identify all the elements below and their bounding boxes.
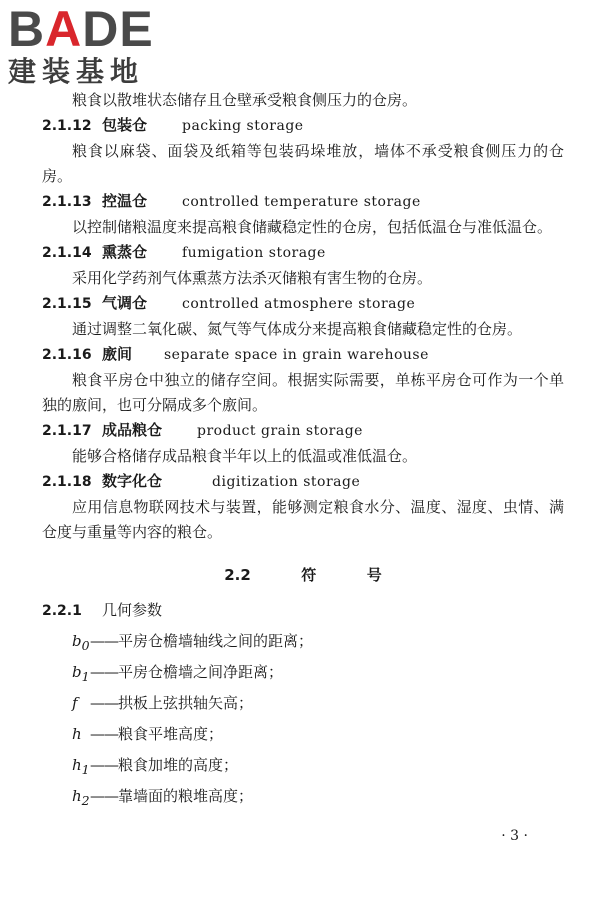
term-english: packing storage — [182, 118, 304, 134]
symbol-row — [42, 783, 564, 814]
symbol: f — [72, 694, 78, 712]
symbol-dash: —— — [90, 694, 118, 712]
term-definition: 能够合格储存成品粮食半年以上的低温或准低温仓。 — [72, 447, 418, 465]
symbol: $b_0$ — [72, 632, 90, 653]
term-number: 2.1.18 — [42, 474, 92, 490]
page-content — [42, 88, 564, 814]
symbol-description: 拱板上弦拱轴矢高； — [118, 694, 254, 712]
logo-wordmark: BADE — [8, 1, 154, 57]
term-definition: 粮食以麻袋、面袋及纸箱等包装码垛堆放，墙体不承受粮食侧压力的仓房。 — [42, 142, 564, 185]
symbol: $h_1$ — [72, 756, 90, 777]
term-chinese: 成品粮仓 — [102, 421, 163, 439]
term-definition: 粮食平房仓中独立的储存空间。根据实际需要，单栋平房仓可作为一个单独的廒间，也可分隔成多个廒间。 — [42, 371, 564, 414]
term-heading — [42, 189, 564, 215]
symbol-description: 平房仓檐墙轴线之间的距离； — [118, 632, 314, 650]
symbol-dash: —— — [90, 787, 118, 805]
symbol-dash: —— — [90, 725, 118, 743]
term-english: product grain storage — [197, 423, 363, 439]
term-number: 2.1.16 — [42, 347, 92, 363]
term-number: 2.1.15 — [42, 296, 92, 312]
term-heading — [42, 291, 564, 317]
logo — [8, 1, 178, 88]
term-english: separate space in grain warehouse — [164, 347, 429, 363]
symbol-row — [42, 752, 564, 783]
term-number: 2.1.14 — [42, 245, 92, 261]
term-definition: 采用化学药剂气体熏蒸方法杀灭储粮有害生物的仓房。 — [72, 269, 433, 287]
term-heading — [42, 469, 564, 495]
section-title-char: 号 — [366, 566, 382, 584]
symbol-dash: —— — [90, 663, 118, 681]
term-chinese: 包装仓 — [102, 116, 148, 134]
symbol: $h_2$ — [72, 787, 90, 808]
term-number: 2.1.17 — [42, 423, 92, 439]
intro-paragraph: 粮食以散堆状态储存且仓壁承受粮食侧压力的仓房。 — [72, 91, 418, 109]
logo-word — [8, 1, 178, 57]
logo-subtitle: 建装基地 — [8, 55, 145, 88]
term-heading — [42, 418, 564, 444]
section-title-char: 符 — [301, 566, 317, 584]
section-heading — [42, 563, 564, 588]
term-heading — [42, 113, 564, 139]
subsection-heading — [42, 598, 564, 624]
symbol-row — [42, 628, 564, 659]
subsection-title: 几何参数 — [102, 601, 163, 619]
term-heading — [42, 342, 564, 368]
symbol-description: 平房仓檐墙之间净距离； — [118, 663, 284, 681]
symbol: h — [72, 725, 82, 743]
symbol-dash: —— — [90, 756, 118, 774]
term-english: controlled atmosphere storage — [182, 296, 416, 312]
term-chinese: 数字化仓 — [102, 472, 163, 490]
term-chinese: 控温仓 — [102, 192, 148, 210]
term-chinese: 气调仓 — [102, 294, 148, 312]
symbol: $b_1$ — [72, 663, 90, 684]
term-english: fumigation storage — [182, 245, 326, 261]
term-english: digitization storage — [212, 474, 361, 490]
page-number: · 3 · — [501, 828, 528, 844]
term-number: 2.1.13 — [42, 194, 92, 210]
symbol-description: 粮食平堆高度； — [118, 725, 224, 743]
symbol-description: 粮食加堆的高度； — [118, 756, 239, 774]
term-number: 2.1.12 — [42, 118, 92, 134]
symbol-description: 靠墙面的粮堆高度； — [118, 787, 254, 805]
term-chinese: 廒间 — [102, 345, 133, 363]
subsection-number: 2.2.1 — [42, 603, 82, 619]
term-english: controlled temperature storage — [182, 194, 421, 210]
term-heading — [42, 240, 564, 266]
section-number: 2.2 — [224, 566, 251, 584]
symbol-dash: —— — [90, 632, 118, 650]
symbol-row — [42, 690, 564, 721]
term-definition: 通过调整二氧化碳、氮气等气体成分来提高粮食储藏稳定性的仓房。 — [72, 320, 523, 338]
term-definition: 以控制储粮温度来提高粮食储藏稳定性的仓房，包括低温仓与准低温仓。 — [72, 218, 553, 236]
symbol-row — [42, 721, 564, 752]
symbol-row — [42, 659, 564, 690]
term-definition: 应用信息物联网技术与装置，能够测定粮食水分、温度、湿度、虫情、满仓度与重量等内容的粮仓。 — [42, 498, 564, 541]
term-chinese: 熏蒸仓 — [102, 243, 148, 261]
